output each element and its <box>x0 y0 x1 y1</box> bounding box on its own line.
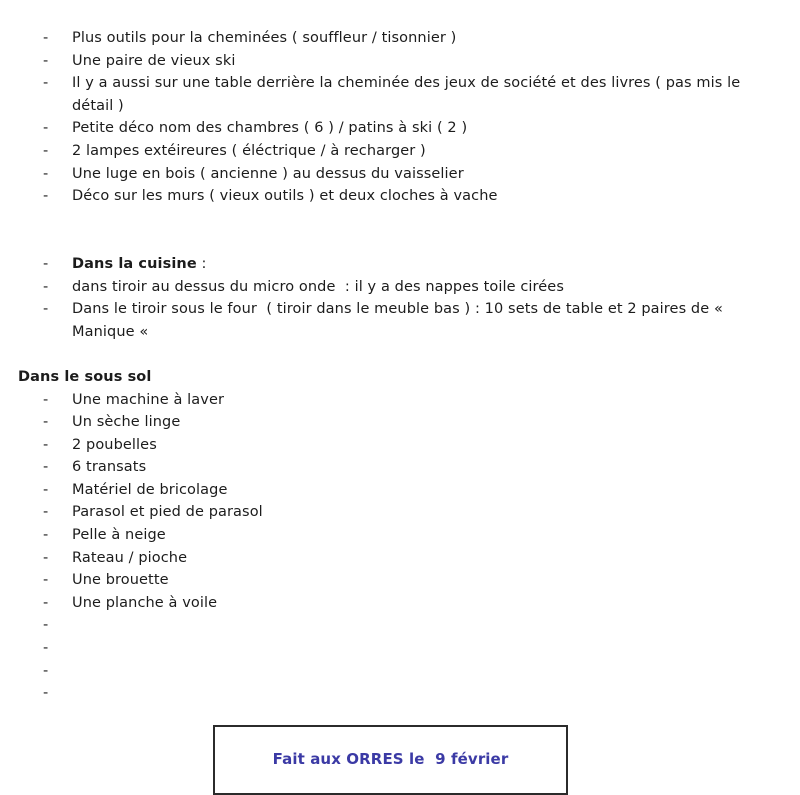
list-item-text: Dans le tiroir sous le four ( tiroir dans le meuble bas ) : 10 sets de table et 2 paires de « Manique « <box>72 301 728 340</box>
list-item-text <box>72 614 780 637</box>
list-item <box>43 389 780 412</box>
dash-bullet: - <box>43 459 49 476</box>
dash-bullet: - <box>43 278 49 295</box>
dash-bullet: - <box>43 662 49 679</box>
list-item-text: Une brouette <box>72 572 169 589</box>
list-item <box>43 298 780 343</box>
list-item-text <box>72 682 780 705</box>
list-item-text: Un sèche linge <box>72 414 181 431</box>
dash-bullet: - <box>43 572 49 589</box>
dash-bullet: - <box>43 255 49 272</box>
dash-bullet: - <box>43 142 49 159</box>
list-item-text <box>72 637 780 660</box>
dash-bullet: - <box>43 685 49 702</box>
list-item <box>43 185 780 208</box>
list-item-text: Petite déco nom des chambres ( 6 ) / patins à ski ( 2 ) <box>72 120 468 137</box>
list-item-text: Rateau / pioche <box>72 549 188 566</box>
cuisine-heading <box>72 253 780 276</box>
sous-sol-heading: Dans le sous sol <box>18 368 152 385</box>
cuisine-heading-colon: : <box>196 255 207 272</box>
list-item <box>43 660 780 683</box>
dash-bullet: - <box>43 391 49 408</box>
dash-bullet: - <box>43 504 49 521</box>
list-item-text: Il y a aussi sur une table derrière la cheminée des jeux de société et des livres ( pas mis le détail ) <box>72 75 745 114</box>
list-item <box>43 569 780 592</box>
list-item <box>43 524 780 547</box>
dash-bullet: - <box>43 436 49 453</box>
dash-bullet: - <box>43 481 49 498</box>
footer-text: Fait aux ORRES le 9 février <box>272 750 509 768</box>
list-item-text: Une paire de vieux ski <box>72 52 236 69</box>
list-item-text: Une luge en bois ( ancienne ) au dessus du vaisselier <box>72 165 464 182</box>
list-item <box>43 276 780 299</box>
list-item <box>43 637 780 660</box>
list-item <box>43 140 780 163</box>
dash-bullet: - <box>43 75 49 92</box>
dash-bullet: - <box>43 120 49 137</box>
list-item <box>43 547 780 570</box>
list-item-text: Une machine à laver <box>72 391 225 408</box>
dash-bullet: - <box>43 527 49 544</box>
list-item <box>43 434 780 457</box>
cuisine-list <box>43 276 780 344</box>
list-item-text: Parasol et pied de parasol <box>72 504 263 521</box>
dash-bullet: - <box>43 52 49 69</box>
list-item-text: Pelle à neige <box>72 527 166 544</box>
list-item <box>43 501 780 524</box>
list-item <box>43 456 780 479</box>
dash-bullet: - <box>43 617 49 634</box>
list-item <box>43 479 780 502</box>
sous-sol-list <box>43 389 780 705</box>
list-item-text: Une planche à voile <box>72 594 218 611</box>
list-item <box>43 682 780 705</box>
list-item <box>43 117 780 140</box>
list-item <box>43 614 780 637</box>
dash-bullet: - <box>43 549 49 566</box>
dash-bullet: - <box>43 301 49 318</box>
list-item-text <box>72 660 780 683</box>
footer-stamp-box <box>213 725 568 795</box>
list-item-text: Déco sur les murs ( vieux outils ) et deux cloches à vache <box>72 188 498 205</box>
salon-list <box>43 27 780 208</box>
dash-bullet: - <box>43 165 49 182</box>
list-item-text: Plus outils pour la cheminées ( souffleur / tisonnier ) <box>72 30 457 46</box>
dash-bullet: - <box>43 188 49 205</box>
dash-bullet: - <box>43 594 49 611</box>
list-item-text: 2 lampes extéireures ( éléctrique / à recharger ) <box>72 142 426 159</box>
sous-sol-section <box>0 366 800 705</box>
list-item <box>43 72 780 117</box>
list-item-text: 6 transats <box>72 459 147 476</box>
cuisine-section <box>43 253 780 343</box>
list-item <box>43 50 780 73</box>
list-item <box>43 163 780 186</box>
dash-bullet: - <box>43 640 49 657</box>
cuisine-heading-row <box>43 253 780 276</box>
list-item <box>43 411 780 434</box>
dash-bullet: - <box>43 414 49 431</box>
list-item <box>43 592 780 615</box>
list-item-text: dans tiroir au dessus du micro onde : il y a des nappes toile cirées <box>72 278 564 295</box>
list-item <box>43 27 780 50</box>
cuisine-heading-label: Dans la cuisine <box>72 255 197 272</box>
list-item-text: Matériel de bricolage <box>72 481 228 498</box>
list-item-text: 2 poubelles <box>72 436 157 453</box>
dash-bullet: - <box>43 30 49 46</box>
